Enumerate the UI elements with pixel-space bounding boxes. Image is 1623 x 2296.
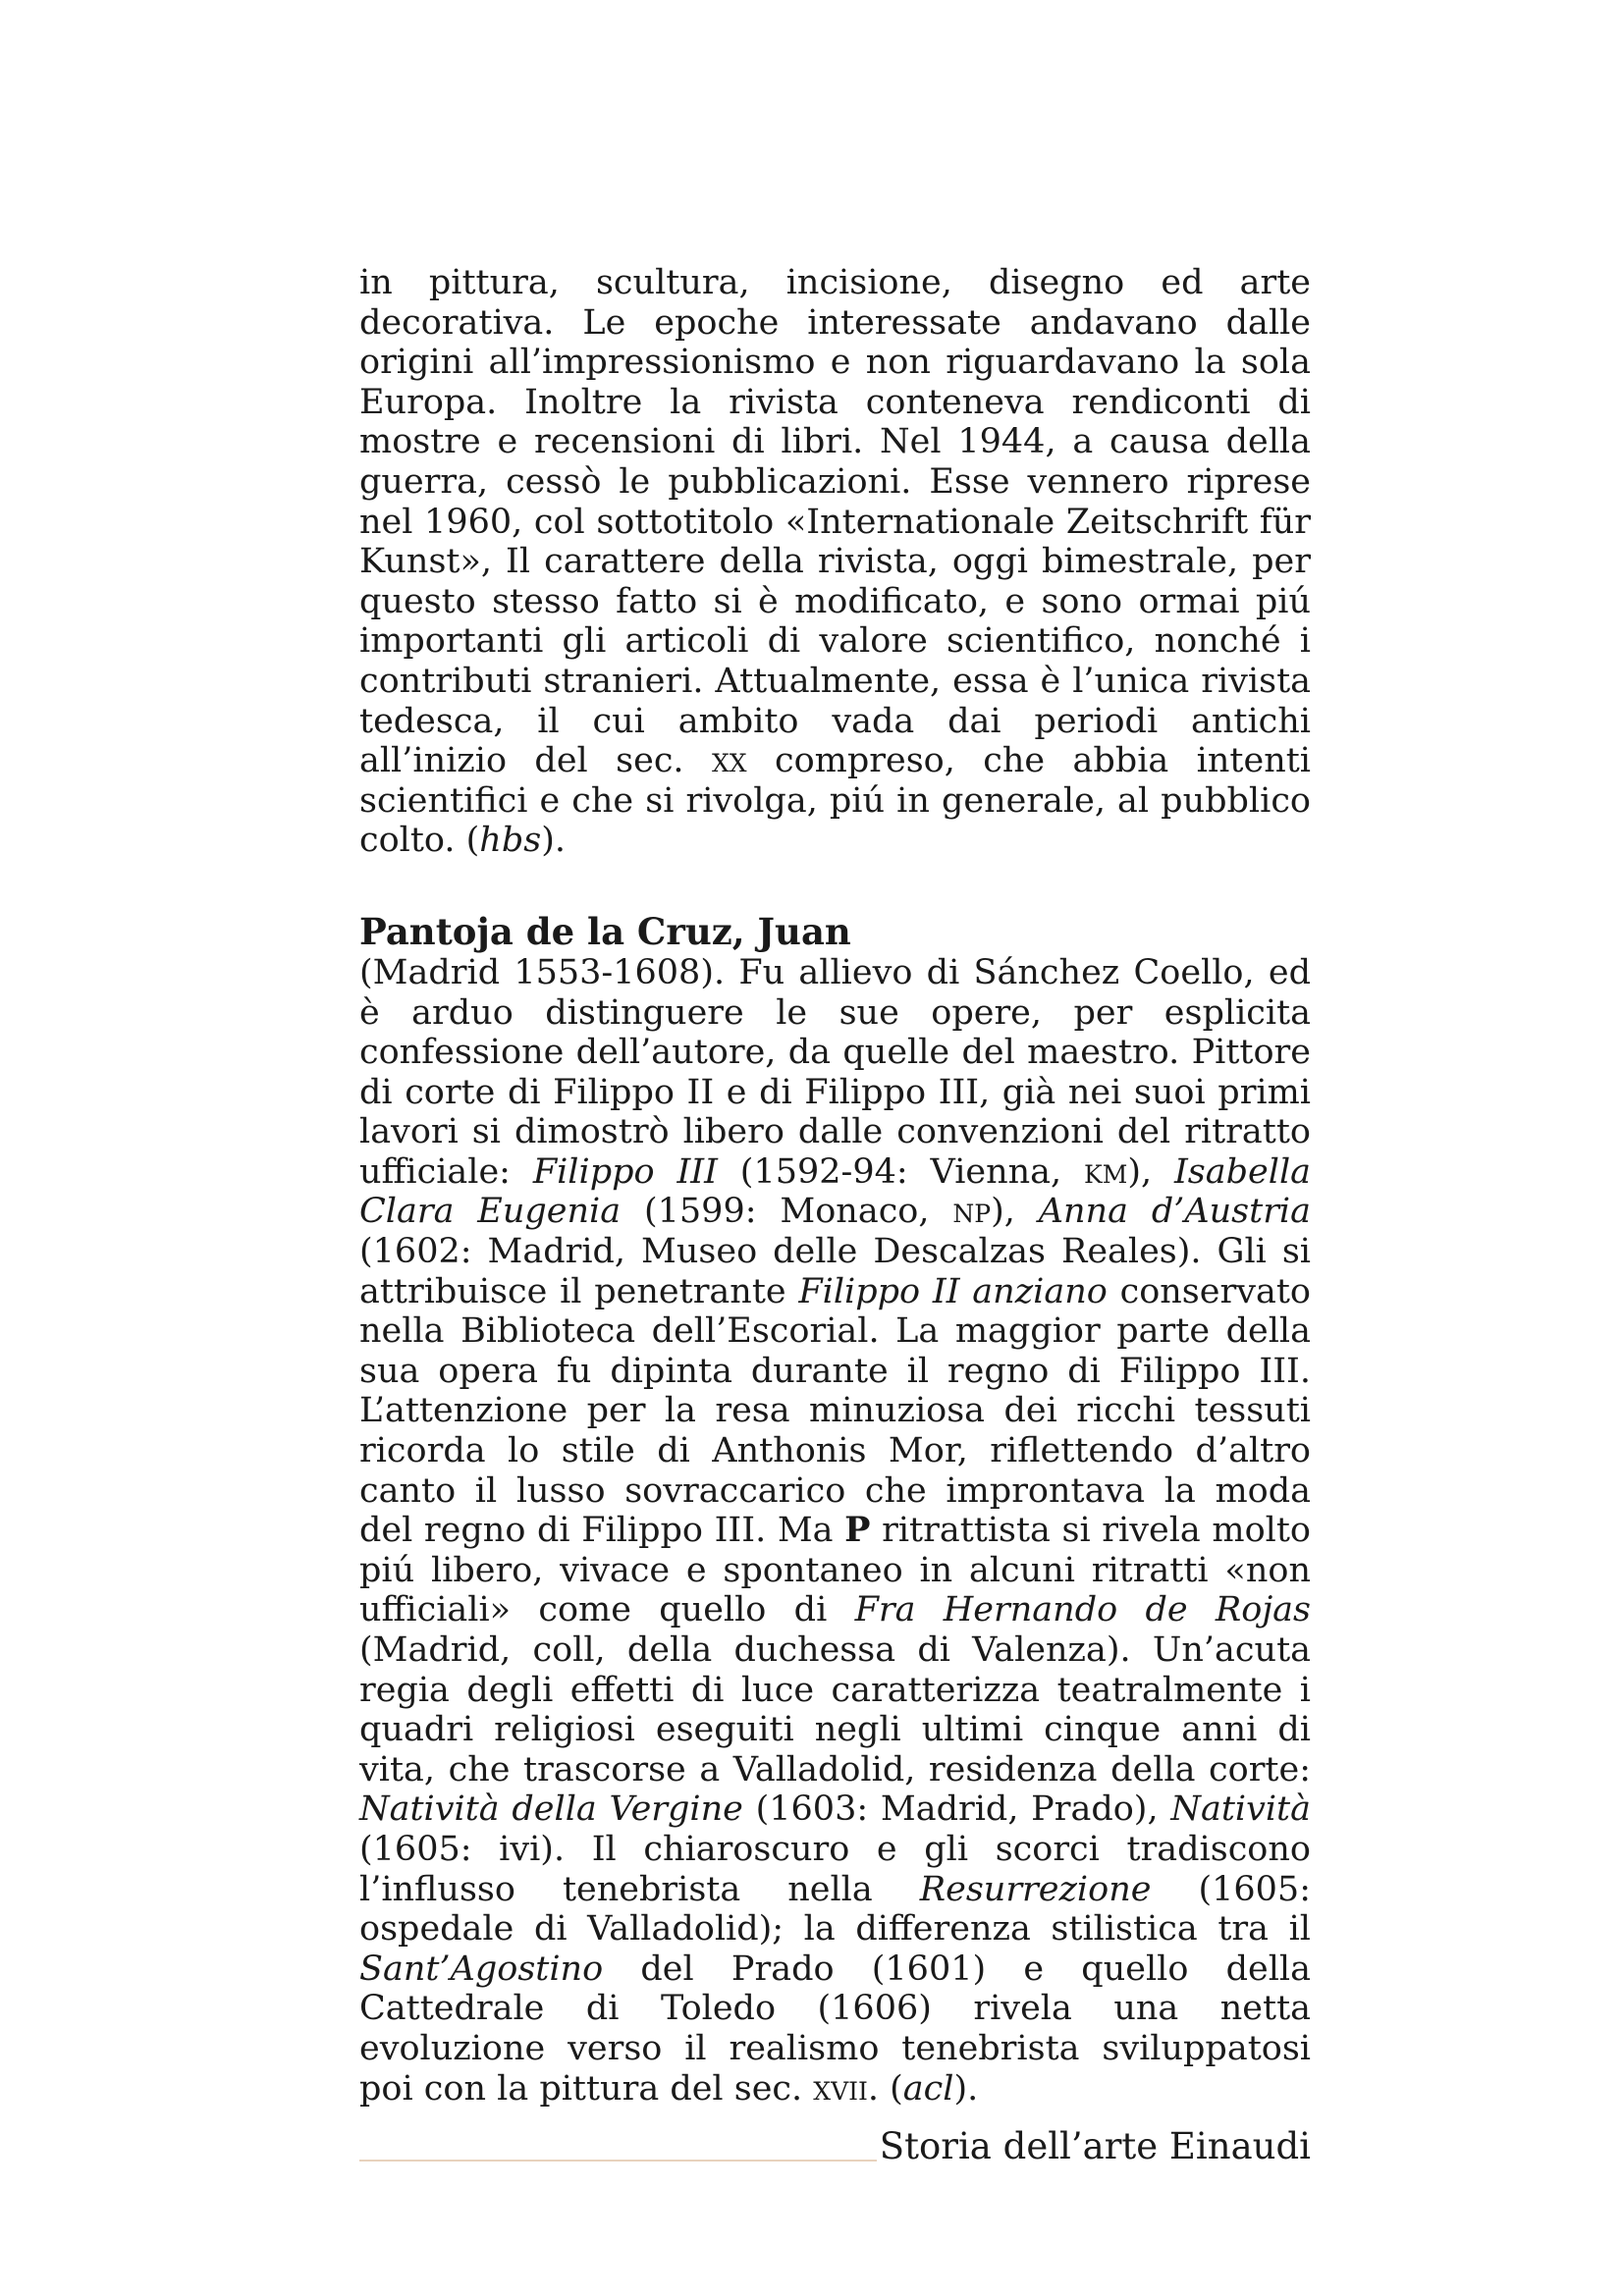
small-caps-abbrev: km [1084,1151,1128,1192]
text-run: ritrattista si rivela molto piú libero, vivace e spontaneo in alcuni ritratti «non ufficiali» come quello di [359,1511,1311,1630]
text-run: ), [1127,1151,1174,1192]
italic-title-text: Fra Hernando de Rojas [854,1590,1312,1630]
bold-initial: P [844,1510,871,1551]
italic-title-text: Sant’Agostino [359,1949,604,1989]
text-run: conservato nella Biblioteca dell’Escorial. La maggior parte della sua opera fu dipinta durante il regno di Filippo III. L’attenzione per la resa minuziosa dei ricchi tessuti ricorda lo stile di Anthonis Mor, riflettendo d’altro canto il lusso sovraccarico che improntava la moda del regno di Filippo III. Ma [359,1271,1311,1551]
italic-title-text: Resurrezione [919,1869,1152,1909]
footer-title: Storia dell’arte Einaudi [879,2125,1311,2167]
italic-title-text: Filippo III [532,1151,718,1192]
page-footer [359,2122,1311,2171]
text-run: ), [991,1192,1039,1232]
text-run: (1605: ospedale di Valladolid); la differenza stilistica tra il [359,1869,1311,1949]
italic-title-text: Anna d’Austria [1038,1192,1311,1232]
small-caps-abbrev: np [952,1192,992,1232]
italic-title-text: Natività della Vergine [359,1789,743,1830]
text-run: (1599: Monaco, [621,1192,953,1232]
footer-rule [359,2160,877,2162]
text-run: . ( [867,2068,903,2109]
text-run: ). [541,821,566,861]
italic-title-text: Natività [1170,1789,1311,1830]
text-run: del Prado (1601) e quello della Cattedrale di Toledo (1606) rivela una netta evoluzione verso il realismo tenebrista sviluppatosi poi con la pittura del sec. [359,1949,1311,2109]
page-body [359,263,1311,2109]
italic-title-text: Filippo II anziano [798,1271,1108,1311]
text-run: compreso, che abbia intenti scientifici e che si rivolga, piú in generale, al pubblico colto. ( [359,741,1311,861]
italic-title-text: Isabella Clara Eugenia [359,1151,1312,1232]
italic-title-text: hbs [479,821,542,861]
entry-heading: Pantoja de la Cruz, Juan [359,909,851,953]
text-run: (1603: Madrid, Prado), [742,1789,1171,1830]
text-run: (1605: ivi). Il chiaroscuro e gli scorci tradiscono l’influsso tenebrista nella [359,1829,1311,1909]
small-caps-abbrev: xx [711,741,747,781]
text-run: (Madrid, coll, della duchessa di Valenza). Un’acuta regia degli effetti di luce caratterizza teatralmente i quadri religiosi eseguiti negli ultimi cinque anni di vita, che trascorse a Valladolid, residenza della corte: [359,1630,1311,1789]
text-run: (Madrid 1553-1608). Fu allievo di Sánchez Coello, ed è arduo distinguere le sue opere, per esplicita confessione dell’autore, da quelle del maestro. Pittore di corte di Filippo II e di Filippo III, già nei suoi primi lavori si dimostrò libero dalle convenzioni del ritratto ufficiale: [359,952,1311,1192]
italic-title-text: acl [902,2068,954,2109]
text-run: in pittura, scultura, incisione, disegno ed arte decorativa. Le epoche interessate andavano dalle origini all’impressionismo e non riguardavano la sola Europa. Inoltre la rivista conteneva rendiconti di mostre e recensioni di libri. Nel 1944, a causa della guerra, cessò le pubblicazioni. Esse vennero riprese nel 1960, col sottotitolo «Internationale Zeitschrift für Kunst», Il carattere della rivista, oggi bimestrale, per questo stesso fatto si è modificato, e sono ormai piú importanti gli articoli di valore scientifico, nonché i contributi stranieri. Attualmente, essa è l’unica rivista tedesca, il cui ambito vada dai periodi antichi all’inizio del sec. [359,263,1311,781]
small-caps-abbrev: xvii [813,2068,868,2109]
text-run: (1602: Madrid, Museo delle Descalzas Reales). Gli si attribuisce il penetrante [359,1232,1311,1311]
text-run: (1592-94: Vienna, [717,1151,1085,1192]
text-run: ). [953,2068,979,2109]
entry-body-text [359,953,1311,2109]
entry-continuation-text [359,263,1311,861]
